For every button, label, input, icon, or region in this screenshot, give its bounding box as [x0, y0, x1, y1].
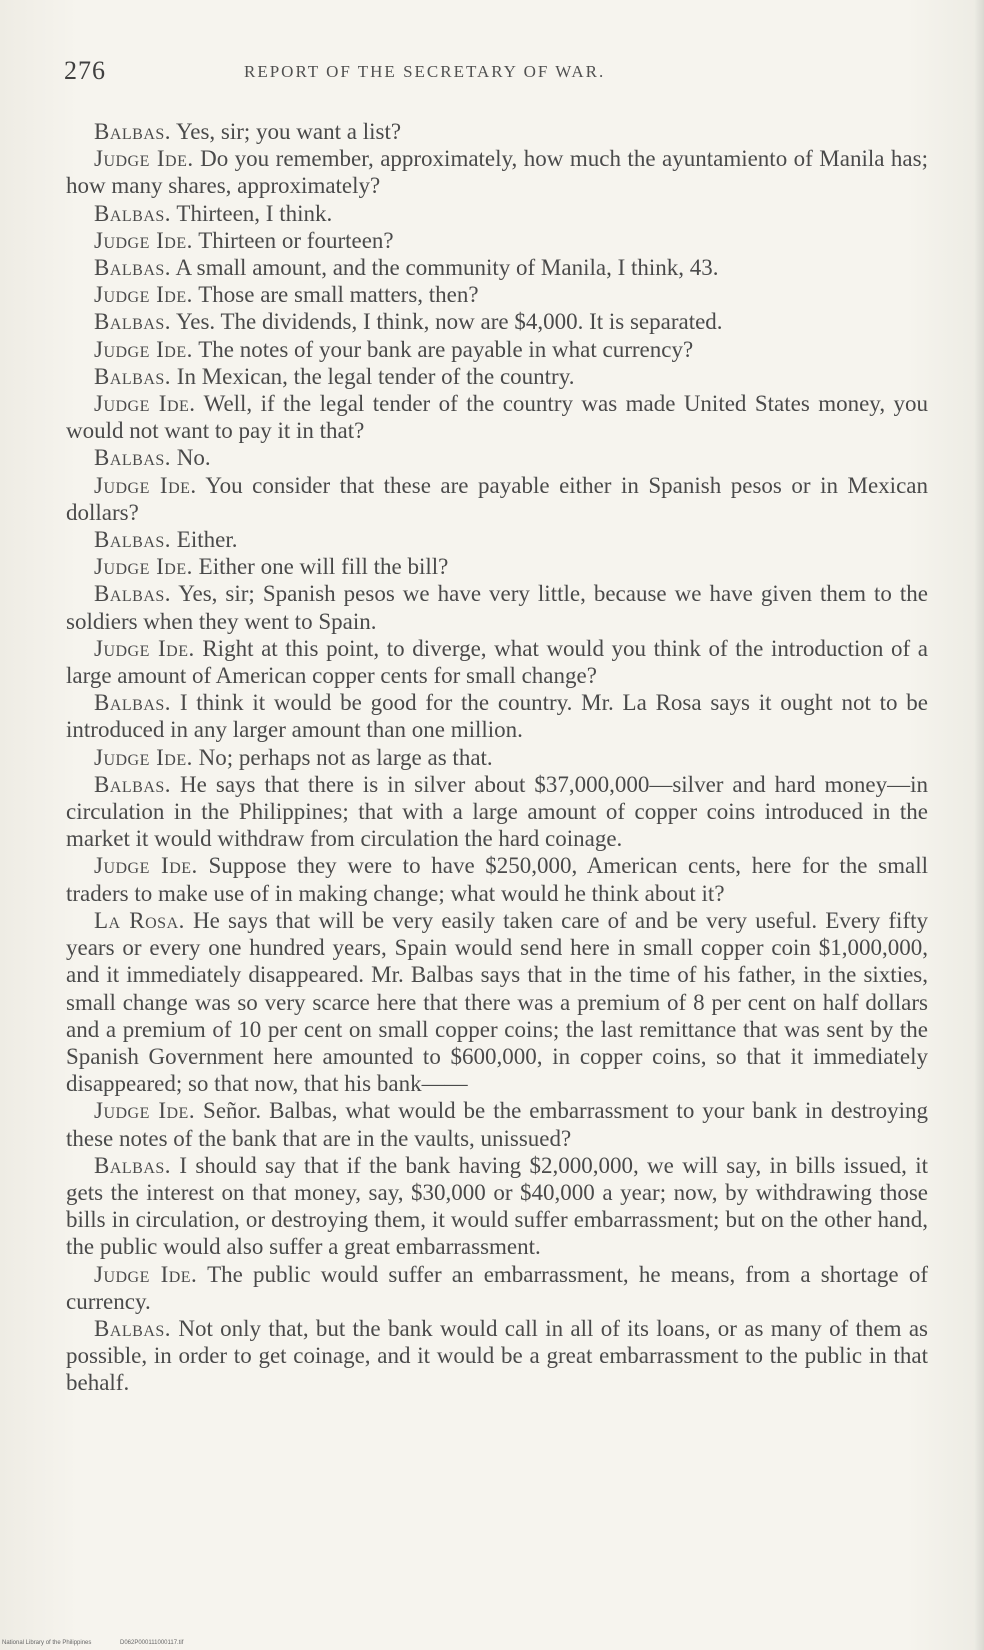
- transcript-paragraph: [66, 1097, 928, 1151]
- speaker-name: Judge Ide.: [94, 744, 193, 770]
- speaker-name: Balbas.: [94, 445, 172, 471]
- speaker-name: Balbas.: [94, 771, 172, 797]
- transcript-paragraph: [66, 744, 928, 771]
- paragraph-text: Thirteen, I think.: [176, 200, 333, 226]
- speaker-name: Judge Ide.: [94, 472, 197, 498]
- transcript-paragraph: [66, 472, 928, 526]
- paragraph-text: Right at this point, to diverge, what would you think of the introduction of a large amount of American copper cents for small change?: [66, 635, 928, 689]
- footer-file-id: D062P000111000117.tif: [120, 1640, 184, 1646]
- transcript-paragraph: [66, 336, 928, 363]
- transcript-paragraph: [66, 580, 928, 634]
- page-header: [64, 56, 924, 96]
- transcript-paragraph: [66, 1315, 928, 1397]
- speaker-name: Balbas.: [94, 363, 172, 389]
- paragraph-text: He says that there is in silver about $37,000,000—silver and hard money—in circulation in the Philippines; that with a large amount of copper coins introduced in the market it would withdraw from circulation the hard coinage.: [66, 771, 928, 852]
- paragraph-text: Do you remember, approximately, how much the ayuntamiento of Manila has; how many shares, approximately?: [66, 146, 928, 199]
- paragraph-text: Either one will fill the bill?: [198, 554, 449, 580]
- paragraph-text: I should say that if the bank having $2,000,000, we will say, in bills issued, it gets the interest on that money, say, $30,000 or $40,000 a year; now, by withdrawing those bills in circulation, or destroying them, it would suffer embarrassment; but on the other hand, the public would also suffer a great embarrassment.: [66, 1152, 929, 1260]
- speaker-name: Balbas.: [94, 255, 172, 281]
- transcript-paragraph: [66, 907, 928, 1097]
- paragraph-text: I think it would be good for the country. Mr. La Rosa says it ought not to be introduced in any larger amount than one million.: [66, 690, 928, 743]
- speaker-name: Balbas.: [94, 309, 172, 335]
- speaker-name: La Rosa.: [94, 907, 185, 933]
- transcript-paragraph: [66, 227, 928, 254]
- speaker-name: Judge Ide.: [94, 227, 193, 253]
- transcript-paragraph: [66, 254, 928, 281]
- paragraph-text: Not only that, but the bank would call in all of its loans, or as many of them as possible, in order to get coinage, and it would be a great embarrassment to the public in that behalf.: [66, 1315, 928, 1396]
- paragraph-text: Señor. Balbas, what would be the embarrassment to your bank in destroying these notes of the bank that are in the vaults, unissued?: [66, 1098, 928, 1151]
- speaker-name: Judge Ide.: [94, 635, 195, 661]
- scan-footer: [0, 1638, 984, 1650]
- paragraph-text: Either.: [176, 527, 238, 553]
- running-head: REPORT OF THE SECRETARY OF WAR.: [244, 62, 606, 81]
- speaker-name: Judge Ide.: [94, 146, 194, 172]
- transcript-paragraph: [66, 281, 928, 308]
- transcript-paragraph: [66, 852, 928, 906]
- paragraph-text: Suppose they were to have $250,000, American cents, here for the small traders to make use of in making change; what would he think about it?: [66, 853, 929, 906]
- speaker-name: Balbas.: [94, 1152, 172, 1178]
- paragraph-text: No; perhaps not as large as that.: [198, 744, 493, 770]
- page-number: 276: [64, 56, 106, 85]
- speaker-name: Judge Ide.: [94, 1261, 198, 1287]
- transcript-paragraph: [66, 1261, 928, 1315]
- speaker-name: Judge Ide.: [94, 1098, 196, 1124]
- transcript-paragraph: [66, 200, 928, 227]
- speaker-name: Judge Ide.: [94, 554, 193, 580]
- transcript-paragraph: [66, 118, 928, 145]
- speaker-name: Balbas.: [94, 200, 172, 226]
- paragraph-text: Thirteen or fourteen?: [198, 227, 394, 253]
- footer-source: National Library of the Philippines: [2, 1640, 92, 1646]
- paragraph-text: No.: [176, 445, 211, 471]
- paragraph-text: Well, if the legal tender of the country was made United States money, you would not want to pay it in that?: [66, 391, 928, 444]
- speaker-name: Judge Ide.: [94, 391, 196, 417]
- paragraph-text: In Mexican, the legal tender of the country.: [176, 363, 575, 389]
- paragraph-text: A small amount, and the community of Manila, I think, 43.: [175, 255, 719, 281]
- transcript-paragraph: [66, 553, 928, 580]
- paragraph-text: Yes. The dividends, I think, now are $4,000. It is separated.: [175, 309, 723, 335]
- speaker-name: Balbas.: [94, 690, 172, 716]
- paragraph-text: Those are small matters, then?: [198, 282, 479, 308]
- speaker-name: Judge Ide.: [94, 282, 193, 308]
- paragraph-text: The public would suffer an embarrassment, he means, from a shortage of currency.: [66, 1261, 928, 1314]
- transcript-paragraph: [66, 771, 928, 853]
- transcript-paragraph: [66, 390, 928, 444]
- body-text: [66, 118, 928, 1397]
- transcript-paragraph: [66, 363, 928, 390]
- paragraph-text: You consider that these are payable either in Spanish pesos or in Mexican dollars?: [66, 472, 928, 525]
- paragraph-text: He says that will be very easily taken care of and be very useful. Every fifty years or every one hundred years, Spain would send here in small copper coin $1,000,000, and it immediately disappeared. Mr. Balbas says that in the time of his father, in the sixties, small change was so very scarce here that there was a premium of 8 per cent on half dollars and a premium of 10 per cent on small copper coins; the last remittance that was sent by the Spanish Government here amounted to $600,000, in copper coins, so that it immediately disappeared; so that now, that his bank——: [66, 907, 929, 1097]
- paragraph-text: The notes of your bank are payable in what currency?: [198, 336, 694, 362]
- transcript-paragraph: [66, 689, 928, 743]
- transcript-paragraph: [66, 444, 928, 471]
- speaker-name: Balbas.: [94, 119, 172, 144]
- speaker-name: Balbas.: [94, 1315, 172, 1341]
- transcript-paragraph: [66, 1152, 928, 1261]
- paragraph-text: Yes, sir; Spanish pesos we have very little, because we have given them to the soldiers when they went to Spain.: [66, 581, 928, 634]
- transcript-paragraph: [66, 635, 928, 689]
- speaker-name: Judge Ide.: [94, 853, 198, 879]
- page-edge-shadow: [974, 0, 984, 1650]
- speaker-name: Balbas.: [94, 581, 172, 607]
- speaker-name: Balbas.: [94, 527, 172, 553]
- transcript-paragraph: [66, 308, 928, 335]
- transcript-paragraph: [66, 526, 928, 553]
- transcript-paragraph: [66, 145, 928, 199]
- paragraph-text: Yes, sir; you want a list?: [175, 119, 402, 144]
- speaker-name: Judge Ide.: [94, 336, 193, 362]
